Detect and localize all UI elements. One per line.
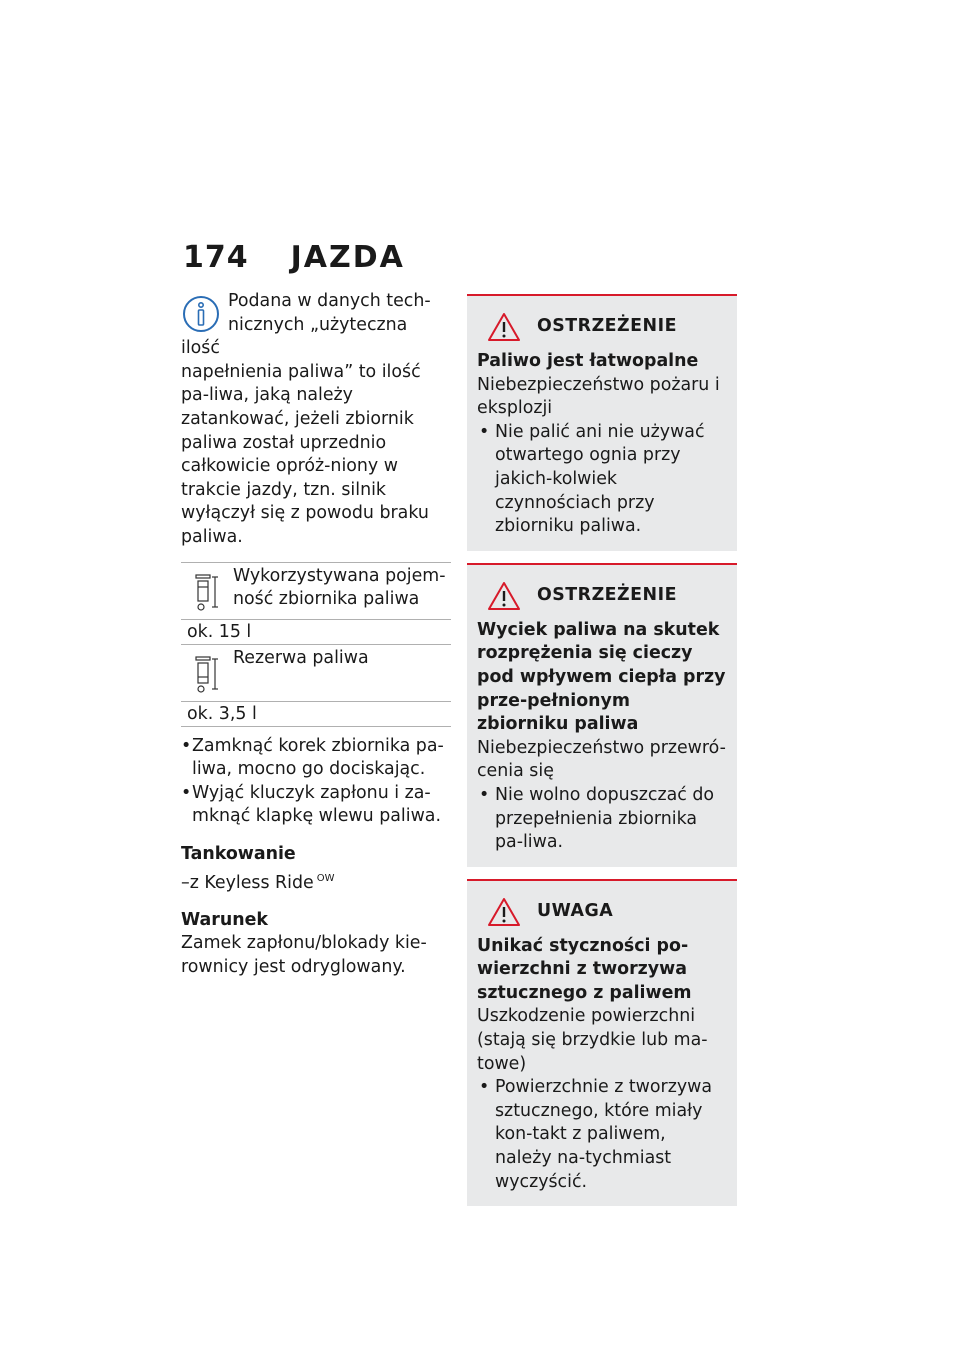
list-item: • Zamknąć korek zbiornika pa-liwa, mocno go dociskając. (181, 735, 451, 782)
list-item: • Nie palić ani nie używać otwartego ognia przy jakich-kolwiek czynnościach przy zbiorniku paliwa. (477, 421, 727, 539)
warning-title: OSTRZEŻENIE (537, 584, 677, 605)
fuel-gauge-icon (193, 655, 221, 695)
warning-subtitle: Paliwo jest łatwopalne (477, 351, 699, 371)
page-number: 174 (183, 240, 249, 275)
spec-value: ok. 3,5 l (181, 702, 451, 727)
warning-text: Niebezpieczeństwo pożaru i eksplozji (477, 374, 720, 419)
tankowanie-superscript: OW (316, 872, 335, 884)
warunek-heading: Warunek (181, 909, 268, 930)
caution-text: Uszkodzenie powierzchni (stają się brzydkie lub ma-towe) (477, 1006, 708, 1074)
right-column (467, 294, 737, 1218)
warning-text: Niebezpieczeństwo przewró-cenia się (477, 737, 726, 782)
info-body: napełnienia paliwa” to ilość pa-liwa, jaką należy zatankować, jeżeli zbiornik paliwa został uprzednio całkowicie opróż-niony w trakcie jazdy, tzn. silnik wyłączył się z powodu braku paliwa. (181, 361, 429, 547)
spec-label: Rezerwa paliwa (233, 647, 369, 668)
steps-list (181, 735, 451, 829)
fuel-gauge-icon (193, 573, 221, 613)
tankowanie-line (181, 867, 451, 895)
spec-value: ok. 15 l (181, 620, 451, 645)
spec-table (181, 562, 451, 727)
list-item: • Powierzchnie z tworzywa sztucznego, które miały kon-takt z paliwem, należy na-tychmiast wyczyścić. (477, 1076, 727, 1194)
info-note (181, 290, 451, 550)
chapter-title: JAZDA (290, 240, 405, 275)
caution-bullets (477, 1076, 727, 1194)
warning-title: OSTRZEŻENIE (537, 316, 677, 337)
info-line-2: nicznych „użyteczna ilość (181, 314, 408, 359)
info-icon (181, 294, 221, 334)
warning-box (467, 294, 737, 551)
page-header (183, 240, 405, 275)
warning-subtitle: Wyciek paliwa na skutek rozprężenia się cieczy pod wpływem ciepła przy prze-pełnionym zbiorniku paliwa (477, 619, 726, 735)
warunek-text: Zamek zapłonu/blokady kie-rownicy jest odryglowany. (181, 933, 427, 978)
left-column (181, 290, 451, 980)
info-line-1: Podana w danych tech- (228, 291, 431, 311)
warning-triangle-icon (487, 897, 521, 927)
tankowanie-text: –z Keyless Ride (181, 872, 314, 893)
caution-title: UWAGA (537, 900, 614, 921)
caution-box (467, 879, 737, 1207)
warning-triangle-icon (487, 312, 521, 342)
spec-row (181, 645, 451, 702)
warning-bullets (477, 421, 727, 539)
warning-bullets (477, 784, 727, 855)
list-item: • Wyjąć kluczyk zapłonu i za-mknąć klapkę wlewu paliwa. (181, 782, 451, 829)
caution-subtitle: Unikać styczności po-wierzchni z tworzywa sztucznego z paliwem (477, 935, 692, 1003)
warning-triangle-icon (487, 581, 521, 611)
list-item: • Nie wolno dopuszczać do przepełnienia zbiornika pa-liwa. (477, 784, 727, 855)
warning-box (467, 563, 737, 867)
spec-row (181, 563, 451, 620)
tankowanie-heading: Tankowanie (181, 843, 296, 864)
spec-label: Wykorzystywana pojem-ność zbiornika paliwa (233, 565, 446, 610)
